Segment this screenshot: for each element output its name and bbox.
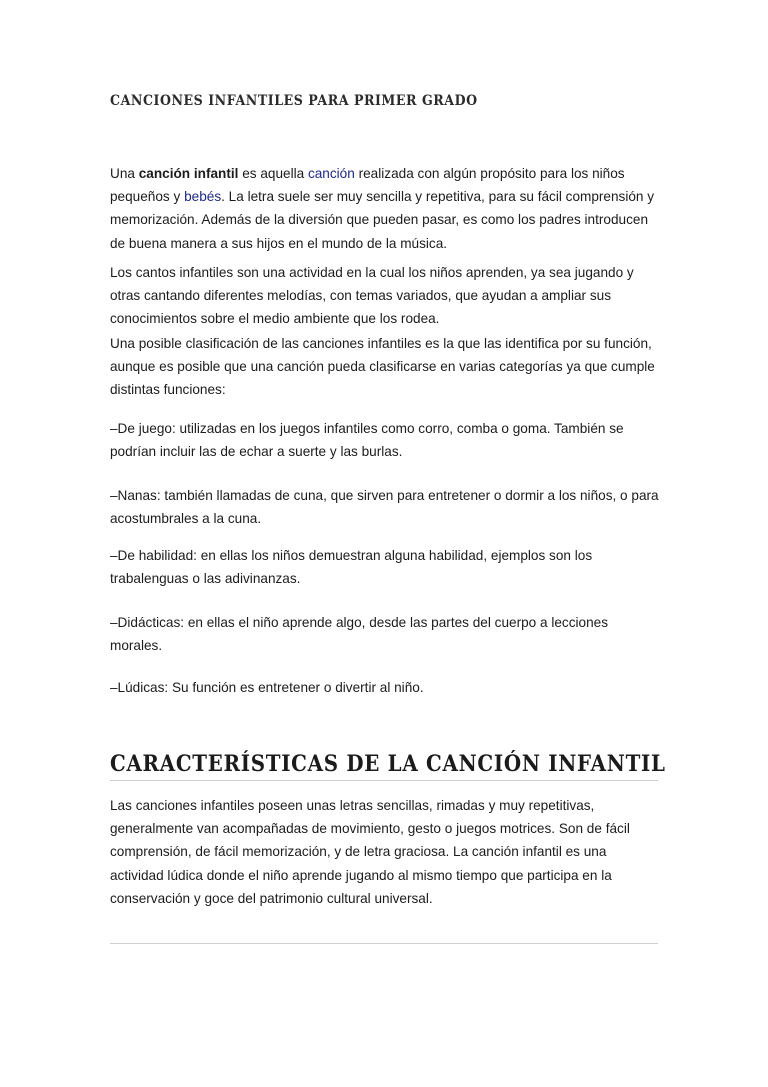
classification-item-juego: –De juego: utilizadas en los juegos infantiles como corro, comba o goma. También se podrían incluir las de echar a suerte y las burlas. <box>110 421 624 460</box>
section-heading-caracteristicas: CARACTERÍSTICAS DE LA CANCIÓN INFANTIL <box>110 751 666 777</box>
classification-item-nanas: –Nanas: también llamadas de cuna, que sirven para entretener o dormir a los niños, o para acostumbrales a la cuna. <box>110 488 659 527</box>
intro-p1-mid2: realizada con algún propósito para los niños pequeños y <box>110 166 625 205</box>
intro-paragraph-1 <box>110 162 660 255</box>
intro-p1-bold-term: canción infantil <box>138 166 239 181</box>
intro-p1-prefix: Una <box>110 166 139 181</box>
link-cancion[interactable]: canción <box>307 166 355 181</box>
link-bebes[interactable]: bebés <box>184 189 222 205</box>
classification-item-ludicas: –Lúdicas: Su función es entretener o divertir al niño. <box>110 680 424 695</box>
classification-item-habilidad: –De habilidad: en ellas los niños demuestran alguna habilidad, ejemplos son los trabalenguas o las adivinanzas. <box>110 548 593 587</box>
intro-p1-suffix: . La letra suele ser muy sencilla y repetitiva, para su fácil comprensión y memorización. Además de la diversión que pueden pasar, es como los padres introducen de buena manera a sus hijos en el mundo de la música. <box>110 189 655 251</box>
section-body-paragraph: Las canciones infantiles poseen unas letras sencillas, rimadas y muy repetitivas, generalmente van acompañadas de movimiento, gesto o juegos motrices. Son de fácil comprensión, de fácil memorización, y de letra graciosa. La canción infantil es una actividad lúdica donde el niño aprende jugando al mismo tiempo que participa en la conservación y goce del patrimonio cultural universal. <box>110 798 630 906</box>
intro-paragraph-2: Los cantos infantiles son una actividad en la cual los niños aprenden, ya sea jugando y otras cantando diferentes melodías, con temas variados, que ayudan a ampliar sus conocimientos sobre el medio ambiente que los rodea. <box>110 265 634 327</box>
intro-paragraph-3: Una posible clasificación de las canciones infantiles es la que las identifica por su función, aunque es posible que una canción pueda clasificarse en varias categorías ya que cumple distintas funciones: <box>110 336 655 398</box>
classification-item-didacticas: –Didácticas: en ellas el niño aprende algo, desde las partes del cuerpo a lecciones morales. <box>110 615 608 654</box>
heading-divider <box>110 780 658 781</box>
intro-p1-mid: es aquella <box>238 166 308 181</box>
bottom-divider <box>110 943 658 944</box>
document-title: CANCIONES INFANTILES PARA PRIMER GRADO <box>110 93 478 109</box>
